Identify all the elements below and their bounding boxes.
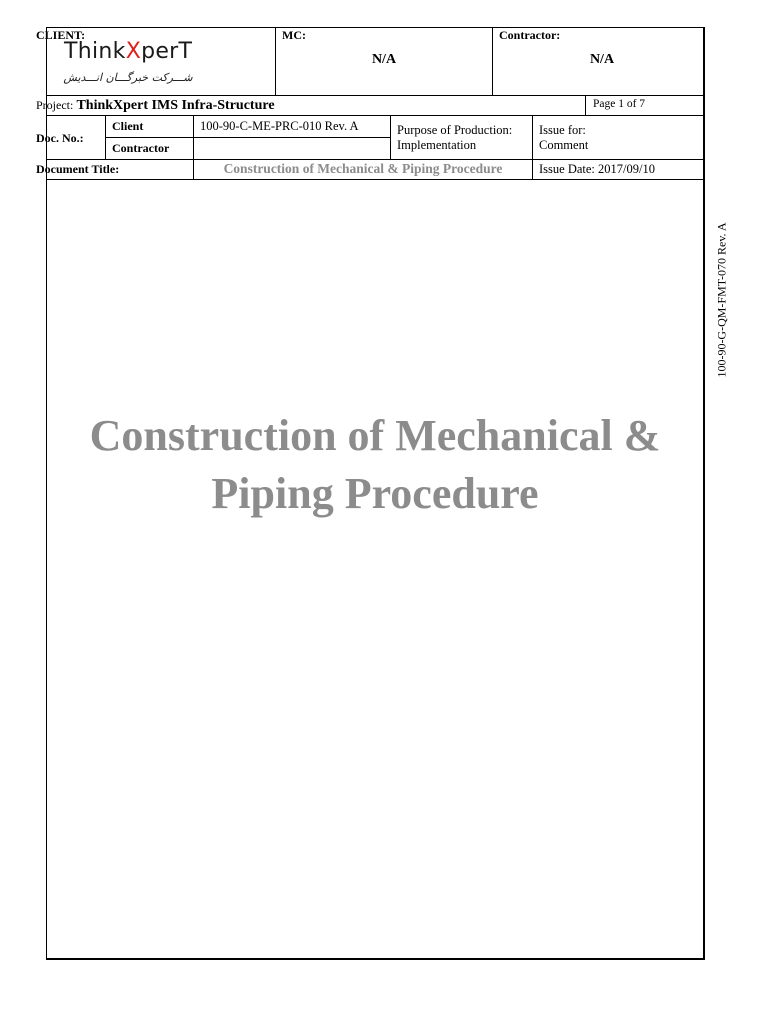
doc-no-label: Doc. No.: [36, 131, 84, 145]
doc-col-issue [532, 115, 533, 179]
doc-col-purpose [390, 115, 391, 159]
main-title-line2: Piping Procedure [211, 469, 539, 518]
project-label: Project: [36, 98, 74, 112]
main-title-line1: Construction of Mechanical & [89, 411, 661, 460]
main-title [46, 407, 704, 523]
doc-client-value: 100-90-C-ME-PRC-010 Rev. A [200, 119, 359, 133]
form-code-vertical: 100-90-G-QM-FMT-070 Rev. A [714, 222, 729, 378]
header-col-contractor [492, 27, 493, 95]
document-title-value: Construction of Mechanical & Piping Procedure [223, 161, 503, 176]
contractor-label: Contractor: [499, 28, 561, 42]
issue-for-label: Issue for: [539, 123, 586, 137]
header-rule-2 [46, 115, 703, 116]
issue-for-value: Comment [539, 138, 589, 152]
project-name: ThinkXpert IMS Infra-Structure [76, 98, 275, 113]
thinkxpert-logo [64, 39, 192, 64]
mc-label: MC: [282, 28, 306, 42]
project-col-page [585, 95, 586, 115]
client-label: CLIENT: [36, 28, 86, 42]
contractor-value: N/A [589, 52, 615, 67]
purpose-label: Purpose of Production: [397, 123, 513, 137]
page-info: Page 1 of 7 [593, 98, 646, 110]
doc-no-split-rule [105, 137, 390, 138]
logo-text-part2: perT [141, 39, 193, 64]
document-title-label: Document Title: [36, 162, 120, 176]
doc-contractor-label: Contractor [112, 141, 170, 155]
doc-client-label: Client [112, 119, 144, 133]
logo-text-x: X [125, 39, 142, 64]
header-rule-4 [46, 179, 703, 180]
issue-date: Issue Date: 2017/09/10 [539, 162, 655, 176]
doc-col-role [105, 115, 106, 159]
purpose-value: Implementation [397, 138, 477, 152]
logo-persian-subtitle: شـــرکت خبرگـــان انـــدیش [63, 71, 193, 84]
mc-value: N/A [371, 52, 397, 67]
header-rule-3 [46, 159, 703, 160]
header-rule-1 [46, 95, 703, 96]
project-line [36, 98, 275, 115]
logo-text-part1: Think [64, 39, 126, 64]
